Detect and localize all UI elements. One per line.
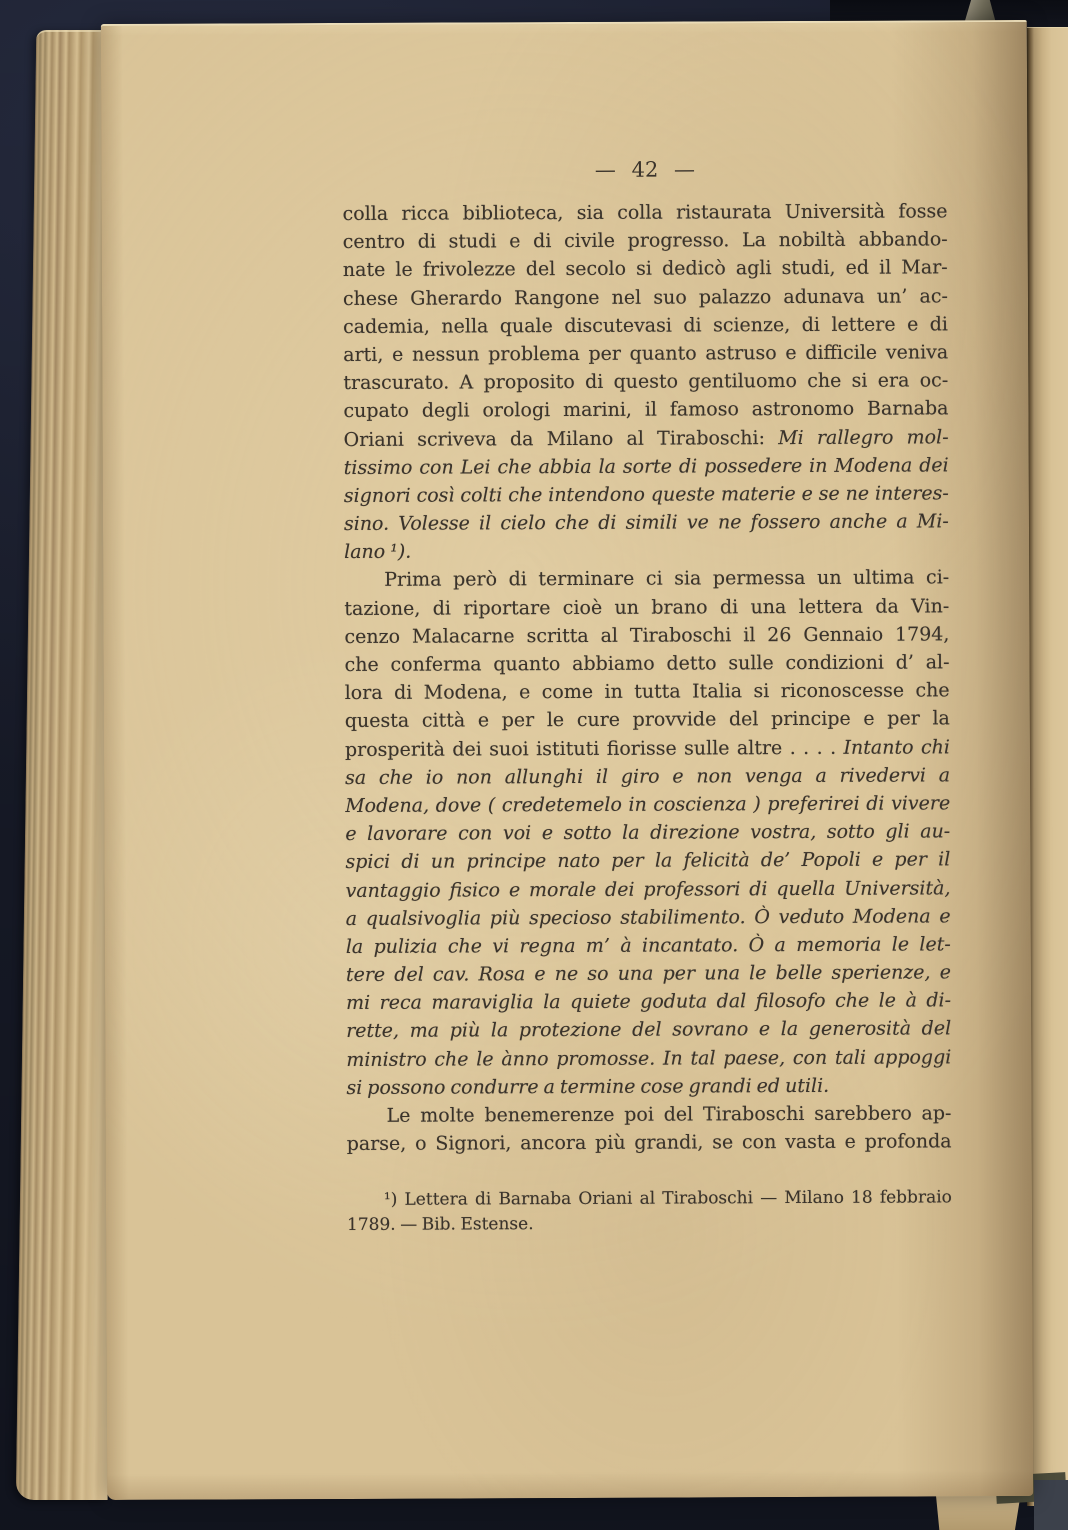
text-line: tazione, di riportare cioè un brano di una lettera da Vin- [344, 594, 950, 620]
text-line: Modena, dove ( credetemelo in coscienza ) preferirei di vivere [345, 792, 951, 817]
text-line: Oriani scriveva da Milano al Tiraboschi: Mi rallegro mol- [343, 425, 949, 451]
text-line: chese Gherardo Rangone nel suo palazzo adunava un’ ac- [342, 284, 948, 310]
text-line: questa città e per le cure provvide del principe e per la [344, 707, 950, 733]
text-line: centro di studi e di civile progresso. La nobiltà abbando- [342, 228, 948, 254]
text-line: rette, ma più la protezione del sovrano e la generosità del [346, 1017, 952, 1043]
text-line: si possono condurre a termine cose grandi ed utili. [346, 1074, 830, 1099]
text-line: Prima però di terminare ci sia permessa un ultima ci- [384, 566, 950, 592]
text-line: ¹) Lettera di Barnaba Oriani al Tiraboschi — Milano 18 febbraio [383, 1187, 952, 1210]
text-line: sa che io non allunghi il giro e non venga a rivedervi a [345, 764, 951, 789]
text-line: che conferma quanto abbiamo detto sulle condizioni d’ al- [344, 651, 950, 676]
text-line: e lavorare con voi e sotto la direzione vostra, sotto gli au- [345, 820, 951, 846]
text-line: vantaggio fisico e morale dei professori di quella Università, [345, 876, 951, 902]
text-line: sino. Volesse il cielo che di simili ve ne fossero anche a Mi- [343, 510, 949, 536]
page-fragment-gray [1034, 1480, 1068, 1530]
text-line: nate le frivolezze del secolo si dedicò agli studi, ed il Mar- [342, 256, 948, 282]
text-line: lora di Modena, e come in tutta Italia si riconoscesse che [344, 679, 950, 705]
text-line: prosperità dei suoi istituti fiorisse sulle altre . . . . Intanto chi [344, 735, 950, 761]
text-line: ministro che le ànno promosse. In tal paese, con tali appoggi [346, 1045, 952, 1071]
text-line: colla ricca biblioteca, sia colla ristaurata Università fosse [342, 200, 948, 225]
text-line: parse, o Signori, ancora più grandi, se con vasta e profonda [346, 1130, 952, 1156]
text-line: a qualsivoglia più specioso stabilimento. Ò veduto Modena e [345, 905, 951, 930]
text-line: tere del cav. Rosa e ne so una per una le belle sperienze, e [345, 961, 951, 987]
footnote [347, 1185, 952, 1238]
text-line: cenzo Malacarne scritta al Tiraboschi il 26 Gennaio 1794, [344, 623, 950, 648]
text-block [343, 197, 952, 1158]
text-line: la pulizia che vi regna m’ à incantato. Ò a memoria le let- [345, 933, 951, 958]
text-line: Le molte benemerenze poi del Tiraboschi sarebbero ap- [386, 1102, 952, 1127]
text-line: mi reca maraviglia la quiete goduta dal filosofo che le à di- [346, 989, 952, 1015]
text-line: spici di un principe nato per la felicità de’ Popoli e per il [345, 848, 951, 874]
text-line: cupato degli orologi marini, il famoso astronomo Barnaba [343, 397, 949, 423]
text-line: tissimo con Lei che abbia la sorte di possedere in Modena dei [343, 454, 949, 479]
text-line: 1789. — Bib. Estense. [346, 1214, 534, 1235]
text-line: arti, e nessun problema per quanto astruso e difficile veniva [343, 341, 949, 366]
next-page-sliver [1027, 27, 1068, 1506]
text-line: signori così colti che intendono queste materie e se ne interes- [343, 482, 949, 507]
page-number: — 42 — [594, 157, 696, 182]
text-line: cademia, nella quale discutevasi di scienze, di lettere e di [343, 313, 949, 338]
book-page [101, 20, 1033, 1500]
text-line: trascurato. A proposito di questo gentiluomo che si era oc- [343, 369, 949, 395]
text-line: lano ¹). [344, 540, 412, 564]
